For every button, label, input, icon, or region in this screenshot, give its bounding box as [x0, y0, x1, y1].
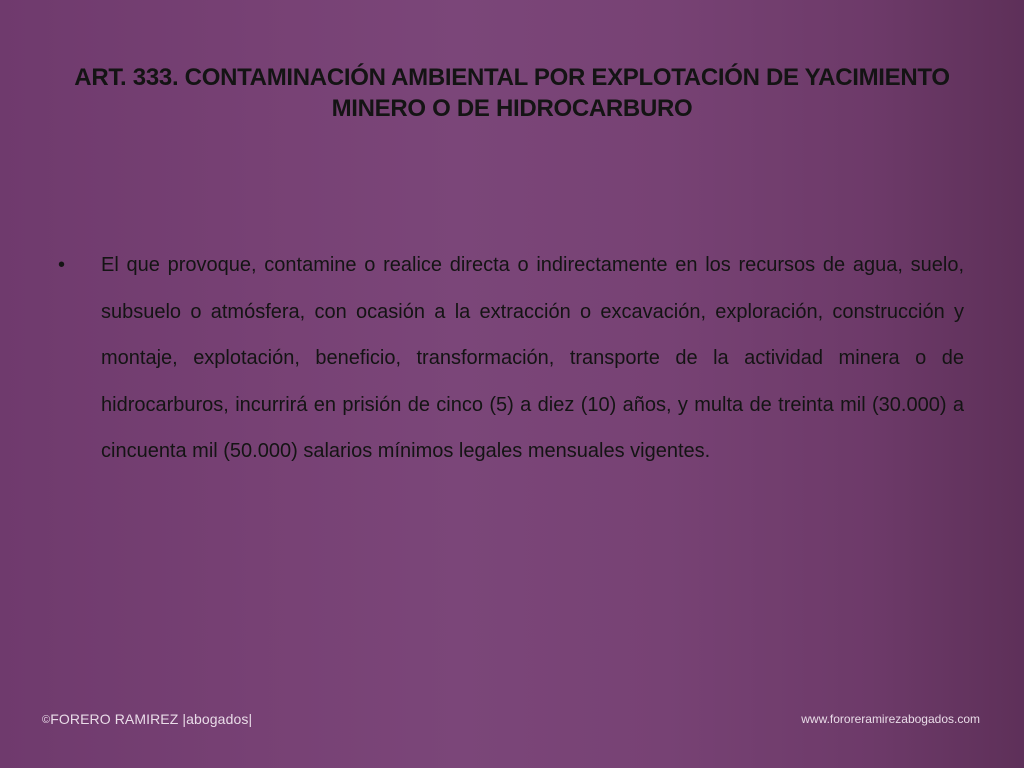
footer-brand — [42, 711, 252, 727]
copyright-icon: © — [42, 714, 51, 726]
slide-title: ART. 333. CONTAMINACIÓN AMBIENTAL POR EXPLOTACIÓN DE YACIMIENTO MINERO O DE HIDROCARBURO — [74, 64, 950, 122]
article-text: El que provoque, contamine o realice directa o indirectamente en los recursos de agua, suelo, subsuelo o atmósfera, con ocasión a la extracción o excavación, exploración, construcción y montaje, explotación, beneficio, transformación, transporte de la actividad minera o de hidrocarburos, incurrirá en prisión de cinco (5) a diez (10) años, y multa de treinta mil (30.000) a cincuenta mil (50.000) salarios mínimos legales mensuales vigentes. — [101, 254, 964, 462]
firm-name: FORERO RAMIREZ — [50, 711, 179, 727]
firm-suffix: |abogados| — [182, 711, 253, 727]
bullet-icon: • — [58, 254, 66, 276]
list-item — [58, 242, 964, 475]
footer-website-link[interactable]: www.fororeramirezabogados.com — [801, 712, 980, 726]
body-bullet-list — [58, 242, 964, 475]
